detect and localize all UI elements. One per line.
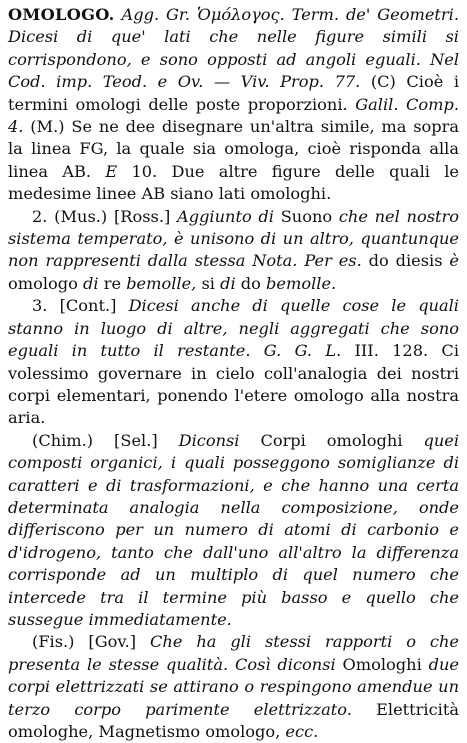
italic-run: Aggiunto di	[177, 206, 281, 226]
entry-paragraph-physics	[8, 631, 459, 743]
chemistry-sense-text	[8, 431, 459, 629]
italic-run: Che ha gli stessi rapporti o che presenta le stesse qualità. Così diconsi	[8, 632, 459, 674]
roman-run: 2. (Mus.) [Ross.]	[32, 206, 178, 226]
roman-run: Suono	[280, 206, 339, 226]
roman-run: III. 128. Ci volessimo governare in cielo coll'analogia dei nostri corpi elementari, ponendo l'etere omologo alla nostra aria.	[8, 341, 459, 428]
roman-run: Corpi omologhi	[260, 430, 424, 450]
roman-run: re	[103, 273, 127, 293]
roman-run: (Chim.) [Sel.]	[32, 430, 179, 450]
italic-run: è	[449, 251, 459, 271]
entry-paragraph-definition	[8, 4, 459, 206]
roman-run: (Fis.) [Gov.]	[32, 632, 151, 652]
roman-run: (C) Cioè i termini omologi delle poste proporzioni.	[8, 72, 459, 114]
physics-sense-text	[8, 632, 459, 741]
roman-run: Omologhi	[342, 654, 429, 674]
italic-run: di	[220, 273, 241, 293]
roman-run: si	[201, 273, 221, 293]
italic-run: Diconsi	[178, 430, 261, 450]
italic-run: che nel nostro sistema temperato, è unisono di un altro, quantunque non rappresenti dalla stessa Nota. Per es.	[8, 206, 459, 271]
entry-paragraph-chemistry	[8, 430, 459, 632]
italic-run: di	[83, 273, 104, 293]
italic-run: . Term. de' Geometri. Dicesi di que' lati che nelle figure simili si corrispondono, e sono opposti ad angoli eguali. Nel Cod. imp. Teod. e Ov. — Viv. Prop. 77.	[8, 5, 459, 92]
italic-run: bemolle,	[126, 273, 202, 293]
roman-run: 10. Due altre figure delle quali le medesime linee AB siano lati omologhi.	[8, 161, 459, 204]
italic-run: due corpi elettrizzati se attirano o respingono amendue un terzo corpo parimente elettrizzato.	[8, 654, 459, 719]
roman-run: Elettricità omologhe, Magnetismo omologo,	[8, 699, 459, 741]
italic-run: E	[105, 161, 118, 181]
roman-run: do diesis	[368, 251, 450, 271]
roman-run: 3. [Cont.]	[32, 296, 129, 316]
italic-run: Dicesi anche di quelle cose le quali stanno in luogo di altre, negli aggregati che sono eguali in tutto il restante. G. G. L.	[8, 296, 459, 361]
italic-run: quei composti organici, i quali posseggono somiglianze di caratteri e di trasformazioni, e che hanno una certa determinata analogia nella composizione, onde differiscono per un numero di atomi di carbonio e d'idrogeno, tanto che dall'uno all'altro la differenza corrisponde ad un multiplo di quel numero che intercede tra il termine più basso e quello che sussegue immediatamente.	[8, 430, 459, 629]
music-sense-text	[8, 207, 459, 293]
roman-run: omologo	[8, 273, 84, 293]
italic-run: Agg. Gr.	[114, 5, 197, 24]
roman-run: do	[240, 273, 267, 293]
headword: OMOLOGO.	[8, 5, 115, 24]
dictionary-entry	[8, 4, 459, 743]
entry-paragraph-figurative	[8, 295, 459, 429]
italic-run: bemolle.	[266, 273, 337, 293]
figurative-sense-text	[8, 296, 459, 427]
italic-run: Ὁμόλογος	[196, 5, 280, 24]
entry-paragraph-music	[8, 206, 459, 296]
italic-run: ecc.	[285, 722, 319, 741]
italic-run: Galil. Comp. 4.	[8, 94, 459, 137]
roman-run: (M.) Se ne dee disegnare un'altra simile, ma sopra la linea FG, la quale sia omologa, cioè risponda alla linea AB.	[8, 117, 459, 181]
definition-text	[8, 5, 459, 203]
